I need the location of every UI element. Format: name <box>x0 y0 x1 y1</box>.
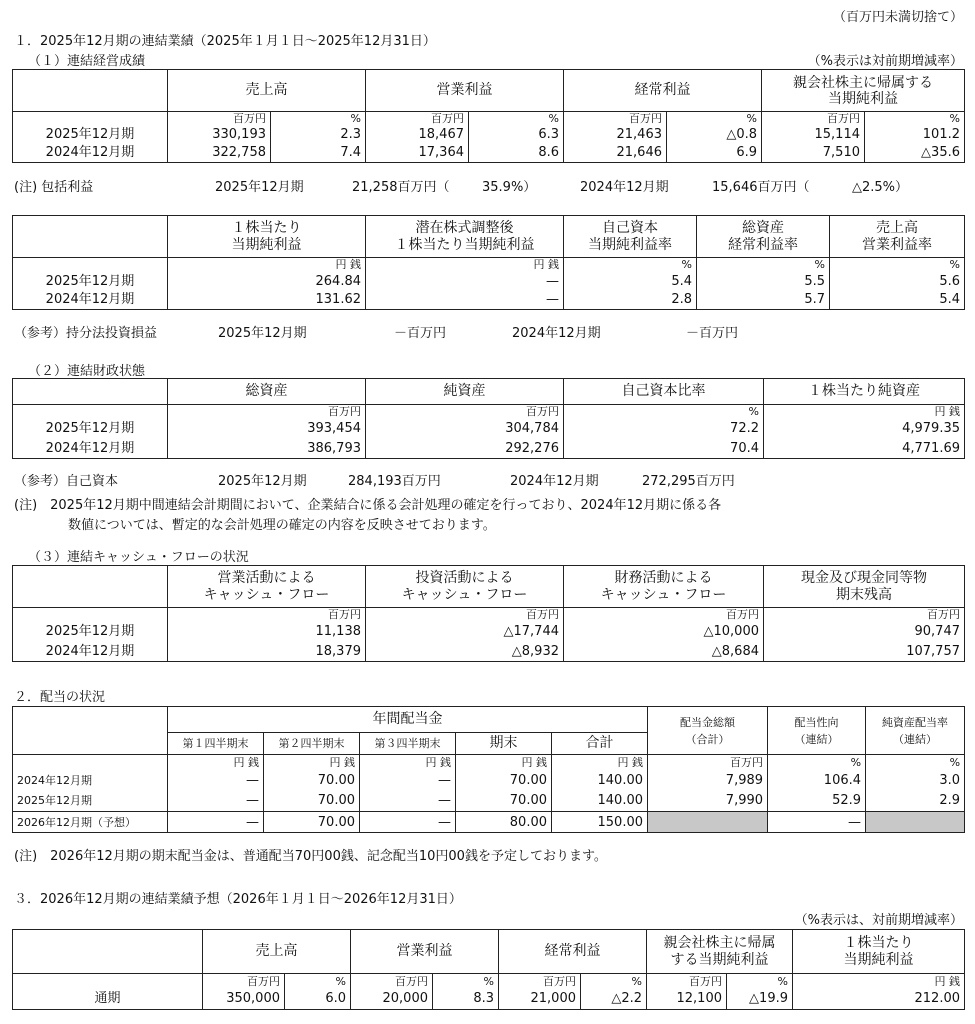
unit-note: （百万円未満切捨て） <box>832 10 963 25</box>
cell: 70.00 <box>456 770 552 791</box>
table-row <box>13 812 965 833</box>
cell: 70.00 <box>264 770 360 791</box>
dividend-note: (注) 2026年12月期の期末配当金は、普通配当70円00銭、記念配当10円00銭を予定しております。 <box>14 849 607 864</box>
period-label: 2025年12月期 <box>215 180 304 195</box>
unit: % <box>866 755 965 770</box>
col-header: 第２四半期末 <box>264 733 360 755</box>
unit: 円 銭 <box>360 755 456 770</box>
unit: 円 銭 <box>168 755 264 770</box>
unit: 百万円 <box>762 112 865 126</box>
unit: 百万円 <box>366 112 469 126</box>
unit: % <box>667 112 762 126</box>
period-label: 2024年12月期 <box>510 474 599 489</box>
cell: 386,793 <box>168 439 366 459</box>
cell: 52.9 <box>768 791 866 812</box>
cell: — <box>366 272 564 291</box>
cell: — <box>360 770 456 791</box>
col-header: 売上高 <box>203 930 351 974</box>
cell: 15,114 <box>762 126 865 144</box>
unit: % <box>865 112 965 126</box>
table-row <box>13 144 965 163</box>
value: 21,258百万円（ <box>352 180 450 195</box>
unit: % <box>285 974 351 989</box>
unit: 円 銭 <box>264 755 360 770</box>
cell: 264.84 <box>168 272 366 291</box>
unit: % <box>469 112 564 126</box>
unit: % <box>581 974 647 989</box>
note-text: (注) 2025年12月期中間連結会計期間において、企業結合に係る会計処理の確定を行っており、2024年12月期に係る各 <box>14 498 722 513</box>
row-label: 2024年12月期 <box>13 642 168 662</box>
cell: 5.4 <box>564 272 697 291</box>
dividends-table <box>12 706 965 833</box>
per-share-table <box>12 215 965 310</box>
cell: 18,467 <box>366 126 469 144</box>
cell: 4,979.35 <box>764 419 965 439</box>
cell: 21,646 <box>564 144 667 163</box>
unit: 百万円 <box>168 112 271 126</box>
forecast-table <box>12 929 965 1010</box>
cell: 2.8 <box>564 291 697 310</box>
cell: 330,193 <box>168 126 271 144</box>
col-header: 営業利益 <box>351 930 499 974</box>
value: 272,295百万円 <box>642 474 735 489</box>
cell: 6.9 <box>667 144 762 163</box>
unit: % <box>830 258 965 272</box>
cell: 7,989 <box>648 770 768 791</box>
cell: 18,379 <box>168 642 366 662</box>
unit: 百万円 <box>564 112 667 126</box>
table-row <box>13 291 965 310</box>
col-header: 純資産 <box>366 379 564 405</box>
unit: % <box>433 974 499 989</box>
unit: 百万円 <box>564 608 764 622</box>
row-label: 2025年12月期 <box>13 272 168 291</box>
col-header: 売上高 <box>168 70 366 112</box>
col-header: 現金及び現金同等物 期末残高 <box>764 566 965 608</box>
pct-note: （%表示は対前期増減率） <box>807 54 963 69</box>
col-header: 第３四半期末 <box>360 733 456 755</box>
cell: 393,454 <box>168 419 366 439</box>
table-row <box>13 272 965 291</box>
unit: 百万円 <box>499 974 581 989</box>
row-label: 2024年12月期 <box>13 144 168 163</box>
cell: 21,000 <box>499 989 581 1010</box>
cell: — <box>168 812 264 833</box>
col-header: 総資産 経常利益率 <box>697 216 830 258</box>
cell: 101.2 <box>865 126 965 144</box>
value: 284,193百万円 <box>348 474 441 489</box>
col-header: 経常利益 <box>499 930 647 974</box>
value: 15,646百万円（ <box>712 180 810 195</box>
unit: 百万円 <box>366 405 564 419</box>
unit: 百万円 <box>764 608 965 622</box>
table-row <box>13 439 965 459</box>
col-header: 配当金総額 （合計） <box>648 707 768 755</box>
shaded-cell <box>648 812 768 833</box>
value: 35.9%） <box>482 180 537 195</box>
row-label: 2024年12月期 <box>13 291 168 310</box>
cell: 2.3 <box>271 126 366 144</box>
cell: 131.62 <box>168 291 366 310</box>
unit: 百万円 <box>366 608 564 622</box>
col-header: 第１四半期末 <box>168 733 264 755</box>
unit: 百万円 <box>203 974 285 989</box>
table-row <box>13 989 965 1010</box>
row-label: 2024年12月期 <box>13 770 168 791</box>
subsection2-title: （２）連結財政状態 <box>28 364 146 379</box>
table-row <box>13 419 965 439</box>
table-row <box>13 126 965 144</box>
section3-title: ３．2026年12月期の連結業績予想（2026年１月１日～2026年12月31日） <box>14 892 462 907</box>
col-header: 期末 <box>456 733 552 755</box>
cell: 72.2 <box>564 419 764 439</box>
section1-title: １．2025年12月期の連結業績（2025年１月１日～2025年12月31日） <box>14 34 436 49</box>
cell: 106.4 <box>768 770 866 791</box>
row-label: 2026年12月期（予想） <box>13 812 168 833</box>
cell: 70.4 <box>564 439 764 459</box>
col-header: 親会社株主に帰属する 当期純利益 <box>762 70 965 112</box>
cell: — <box>360 791 456 812</box>
cell: 8.3 <box>433 989 499 1010</box>
cell: — <box>360 812 456 833</box>
cell: 70.00 <box>264 791 360 812</box>
cell: — <box>168 770 264 791</box>
unit: % <box>564 258 697 272</box>
value: △2.5%） <box>852 180 909 195</box>
financial-position-table <box>12 378 965 459</box>
cell: — <box>168 791 264 812</box>
cell: 6.3 <box>469 126 564 144</box>
cell: 304,784 <box>366 419 564 439</box>
row-label: 2025年12月期 <box>13 791 168 812</box>
cell: 2.9 <box>866 791 965 812</box>
row-label: 2024年12月期 <box>13 439 168 459</box>
blank-header <box>13 707 168 755</box>
value: －百万円 <box>394 326 447 341</box>
period-label: 2024年12月期 <box>512 326 601 341</box>
cell: △8,932 <box>366 642 564 662</box>
cell: — <box>768 812 866 833</box>
col-header: 親会社株主に帰属 する当期純利益 <box>647 930 793 974</box>
table-row <box>13 770 965 791</box>
cell: 322,758 <box>168 144 271 163</box>
table-row <box>13 642 965 662</box>
unit: % <box>727 974 793 989</box>
col-header: 売上高 営業利益率 <box>830 216 965 258</box>
unit: % <box>697 258 830 272</box>
unit: 百万円 <box>351 974 433 989</box>
cell: 70.00 <box>264 812 360 833</box>
cell: 20,000 <box>351 989 433 1010</box>
unit: % <box>564 405 764 419</box>
col-header: 純資産配当率 （連結） <box>866 707 965 755</box>
col-header: 財務活動による キャッシュ・フロー <box>564 566 764 608</box>
cell: 3.0 <box>866 770 965 791</box>
cell: △17,744 <box>366 622 564 642</box>
row-label: 通期 <box>13 989 203 1010</box>
cell: 7,990 <box>648 791 768 812</box>
unit: 円 銭 <box>793 974 965 989</box>
col-header: 年間配当金 <box>168 707 648 733</box>
cash-flow-table <box>12 565 965 662</box>
blank-header <box>13 70 168 112</box>
table-row <box>13 622 965 642</box>
unit: % <box>271 112 366 126</box>
cell: 140.00 <box>552 770 648 791</box>
cell: 21,463 <box>564 126 667 144</box>
col-header: １株当たり 当期純利益 <box>793 930 965 974</box>
cell: 11,138 <box>168 622 366 642</box>
period-label: 2025年12月期 <box>218 474 307 489</box>
shareholders-equity-label: （参考）自己資本 <box>14 474 119 489</box>
row-label: 2025年12月期 <box>13 126 168 144</box>
cell: 107,757 <box>764 642 965 662</box>
cell: 90,747 <box>764 622 965 642</box>
col-header: １株当たり 当期純利益 <box>168 216 366 258</box>
cell: 140.00 <box>552 791 648 812</box>
unit: 百万円 <box>168 405 366 419</box>
unit: 円 銭 <box>168 258 366 272</box>
cell: — <box>366 291 564 310</box>
col-header: 潜在株式調整後 １株当たり当期純利益 <box>366 216 564 258</box>
value: －百万円 <box>686 326 739 341</box>
cell: 5.5 <box>697 272 830 291</box>
equity-method-label: （参考）持分法投資損益 <box>14 326 158 341</box>
unit: 百万円 <box>168 608 366 622</box>
cell: △8,684 <box>564 642 764 662</box>
unit: 円 銭 <box>366 258 564 272</box>
period-label: 2025年12月期 <box>218 326 307 341</box>
cell: 4,771.69 <box>764 439 965 459</box>
cell: 350,000 <box>203 989 285 1010</box>
col-header: 自己資本比率 <box>564 379 764 405</box>
unit: 円 銭 <box>764 405 965 419</box>
subsection3-title: （３）連結キャッシュ・フローの状況 <box>28 550 249 565</box>
cell: △2.2 <box>581 989 647 1010</box>
unit: 百万円 <box>648 755 768 770</box>
pct-note: （%表示は、対前期増減率） <box>794 913 963 928</box>
col-header: 経常利益 <box>564 70 762 112</box>
cell: △10,000 <box>564 622 764 642</box>
cell: △19.9 <box>727 989 793 1010</box>
col-header: 総資産 <box>168 379 366 405</box>
cell: 5.4 <box>830 291 965 310</box>
col-header: 営業活動による キャッシュ・フロー <box>168 566 366 608</box>
section2-title: ２．配当の状況 <box>14 690 106 705</box>
unit: 円 銭 <box>456 755 552 770</box>
col-header: 営業利益 <box>366 70 564 112</box>
cell: 212.00 <box>793 989 965 1010</box>
cell: 150.00 <box>552 812 648 833</box>
shaded-cell <box>866 812 965 833</box>
note-text: 数値については、暫定的な会計処理の確定の内容を反映させております。 <box>68 518 496 533</box>
cell: △0.8 <box>667 126 762 144</box>
col-header: 投資活動による キャッシュ・フロー <box>366 566 564 608</box>
operating-results-table <box>12 69 965 163</box>
cell: 17,364 <box>366 144 469 163</box>
period-label: 2024年12月期 <box>580 180 669 195</box>
cell: 80.00 <box>456 812 552 833</box>
row-label: 2025年12月期 <box>13 622 168 642</box>
cell: 292,276 <box>366 439 564 459</box>
comprehensive-income-label: (注) 包括利益 <box>14 180 94 195</box>
cell: 6.0 <box>285 989 351 1010</box>
table-row <box>13 791 965 812</box>
cell: 7,510 <box>762 144 865 163</box>
unit: 百万円 <box>647 974 727 989</box>
unit: % <box>768 755 866 770</box>
cell: 70.00 <box>456 791 552 812</box>
cell: 12,100 <box>647 989 727 1010</box>
cell: 5.7 <box>697 291 830 310</box>
cell: 5.6 <box>830 272 965 291</box>
row-label: 2025年12月期 <box>13 419 168 439</box>
col-header: 配当性向 （連結） <box>768 707 866 755</box>
col-header: 合計 <box>552 733 648 755</box>
cell: △35.6 <box>865 144 965 163</box>
cell: 7.4 <box>271 144 366 163</box>
cell: 8.6 <box>469 144 564 163</box>
unit: 円 銭 <box>552 755 648 770</box>
col-header: １株当たり純資産 <box>764 379 965 405</box>
subsection1-title: （１）連結経営成績 <box>28 54 146 69</box>
col-header: 自己資本 当期純利益率 <box>564 216 697 258</box>
